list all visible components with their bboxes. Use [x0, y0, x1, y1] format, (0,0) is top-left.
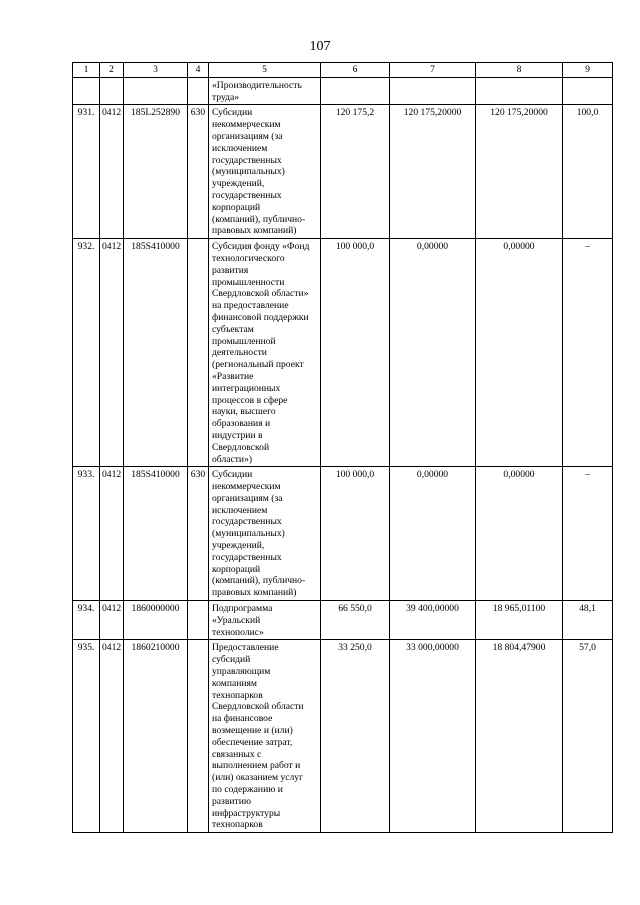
table-row [73, 239, 613, 467]
row-number: 931. [73, 105, 100, 239]
item-name-line: процессов в сфере [212, 394, 288, 406]
section-code: 0412 [100, 467, 124, 601]
item-name-line: организациям (за [212, 130, 283, 142]
execution-percent: – [563, 239, 613, 467]
item-name-line: «Развитие [212, 370, 254, 382]
item-name-line: (или) оказанием услуг [212, 772, 304, 784]
item-name-line: Свердловской области» [212, 288, 309, 300]
item-name [209, 640, 321, 833]
target-code: 1860000000 [124, 601, 188, 640]
table-row [73, 105, 613, 239]
item-name [209, 601, 321, 640]
item-name-line: развитию [212, 795, 252, 807]
column-header: 3 [124, 63, 188, 78]
expense-type-code [188, 77, 209, 105]
section-code: 0412 [100, 601, 124, 640]
item-name-line: выполнением работ и [212, 760, 301, 772]
amount-approved [390, 77, 476, 105]
item-name-line: индустрии в [212, 429, 263, 441]
item-name-line: промышленности [212, 276, 285, 288]
item-name-line: (муниципальных) [212, 166, 285, 178]
amount-planned: 100 000,0 [321, 467, 390, 601]
item-name-line: корпораций [212, 563, 261, 575]
item-name-line: труда» [212, 91, 240, 103]
target-code: 185L252890 [124, 105, 188, 239]
item-name-line: компаниям [212, 677, 258, 689]
amount-executed: 18 804,47900 [476, 640, 563, 833]
item-name-line: развития [212, 264, 249, 276]
item-name-line: инфраструктуры [212, 807, 281, 819]
item-name-line: Субсидии [212, 107, 253, 119]
item-name-line: (муниципальных) [212, 528, 285, 540]
item-name-line: государственных [212, 516, 282, 528]
item-name-line: государственных [212, 154, 282, 166]
row-number: 935. [73, 640, 100, 833]
target-code: 185S410000 [124, 239, 188, 467]
item-name-line: интеграционных [212, 382, 281, 394]
column-header: 5 [209, 63, 321, 78]
item-name [209, 467, 321, 601]
item-name-line: субъектам [212, 323, 254, 335]
item-name-line: организациям (за [212, 492, 283, 504]
item-name-line: связанных с [212, 748, 262, 760]
item-name-line: «Уральский [212, 614, 261, 626]
execution-percent [563, 77, 613, 105]
section-code: 0412 [100, 239, 124, 467]
amount-approved: 39 400,00000 [390, 601, 476, 640]
section-code [100, 77, 124, 105]
column-header: 6 [321, 63, 390, 78]
item-name-line: государственных [212, 551, 282, 563]
item-name-line: корпораций [212, 201, 261, 213]
item-name-line: управляющим [212, 666, 271, 678]
item-name-line: на предоставление [212, 300, 289, 312]
item-name-line: технополис» [212, 626, 264, 638]
expense-type-code [188, 601, 209, 640]
item-name-line: исключением [212, 504, 268, 516]
item-name-line: технологического [212, 252, 285, 264]
execution-percent: 48,1 [563, 601, 613, 640]
target-code: 185S410000 [124, 467, 188, 601]
item-name [209, 105, 321, 239]
item-name-line: науки, высшего [212, 406, 276, 418]
item-name-line: Субсидия фонду «Фонд [212, 241, 310, 253]
expense-type-code [188, 640, 209, 833]
amount-planned [321, 77, 390, 105]
item-name-line: государственных [212, 189, 282, 201]
amount-executed [476, 77, 563, 105]
item-name-line: некоммерческим [212, 481, 281, 493]
target-code: 1860210000 [124, 640, 188, 833]
column-header: 8 [476, 63, 563, 78]
item-name-line: учреждений, [212, 178, 265, 190]
amount-executed: 0,00000 [476, 239, 563, 467]
row-number [73, 77, 100, 105]
item-name-line: деятельности [212, 347, 267, 359]
target-code [124, 77, 188, 105]
item-name-line: финансовой поддержки [212, 311, 309, 323]
amount-approved: 33 000,00000 [390, 640, 476, 833]
amount-planned: 120 175,2 [321, 105, 390, 239]
expense-type-code [188, 239, 209, 467]
amount-planned: 100 000,0 [321, 239, 390, 467]
expense-type-code: 630 [188, 105, 209, 239]
item-name-line: по содержанию и [212, 784, 283, 796]
column-header: 1 [73, 63, 100, 78]
execution-percent: 100,0 [563, 105, 613, 239]
item-name-line: области») [212, 453, 253, 465]
item-name-line: Субсидии [212, 469, 253, 481]
item-name-line: некоммерческим [212, 119, 281, 131]
item-name-line: правовых компаний) [212, 587, 297, 599]
page-number: 107 [309, 39, 331, 54]
amount-approved: 0,00000 [390, 239, 476, 467]
table-body [73, 77, 613, 832]
column-header: 9 [563, 63, 613, 78]
table-row [73, 640, 613, 833]
column-header: 4 [188, 63, 209, 78]
item-name-line: Предоставление [212, 642, 279, 654]
item-name-line: образования и [212, 418, 271, 430]
item-name [209, 77, 321, 105]
table-row [73, 467, 613, 601]
amount-approved: 120 175,20000 [390, 105, 476, 239]
item-name-line: учреждений, [212, 540, 265, 552]
column-header: 7 [390, 63, 476, 78]
item-name-line: субсидий [212, 654, 251, 666]
column-header: 2 [100, 63, 124, 78]
item-name-line: технопарков [212, 819, 263, 831]
item-name-line: Подпрограмма [212, 603, 273, 615]
amount-planned: 66 550,0 [321, 601, 390, 640]
amount-executed: 18 965,01100 [476, 601, 563, 640]
item-name-line: «Производительность [212, 79, 302, 91]
item-name-line: правовых компаний) [212, 225, 297, 237]
execution-percent: – [563, 467, 613, 601]
amount-executed: 120 175,20000 [476, 105, 563, 239]
table-row [73, 601, 613, 640]
row-number: 933. [73, 467, 100, 601]
item-name-line: (компаний), публично- [212, 575, 306, 587]
item-name-line: технопарков [212, 689, 263, 701]
item-name-line: промышленной [212, 335, 276, 347]
item-name [209, 239, 321, 467]
header-row [73, 63, 613, 78]
item-name-line: (региональный проект [212, 359, 304, 371]
item-name-line: возмещение и (или) [212, 725, 293, 737]
item-name-line: на финансовое [212, 713, 273, 725]
execution-percent: 57,0 [563, 640, 613, 833]
row-number: 934. [73, 601, 100, 640]
amount-executed: 0,00000 [476, 467, 563, 601]
budget-table [72, 62, 613, 833]
item-name-line: исключением [212, 142, 268, 154]
item-name-line: Свердловской [212, 441, 270, 453]
item-name-line: обеспечение затрат, [212, 736, 293, 748]
item-name-line: (компаний), публично- [212, 213, 306, 225]
row-number: 932. [73, 239, 100, 467]
section-code: 0412 [100, 640, 124, 833]
expense-type-code: 630 [188, 467, 209, 601]
item-name-line: Свердловской области [212, 701, 304, 713]
section-code: 0412 [100, 105, 124, 239]
table-row [73, 77, 613, 105]
amount-approved: 0,00000 [390, 467, 476, 601]
amount-planned: 33 250,0 [321, 640, 390, 833]
